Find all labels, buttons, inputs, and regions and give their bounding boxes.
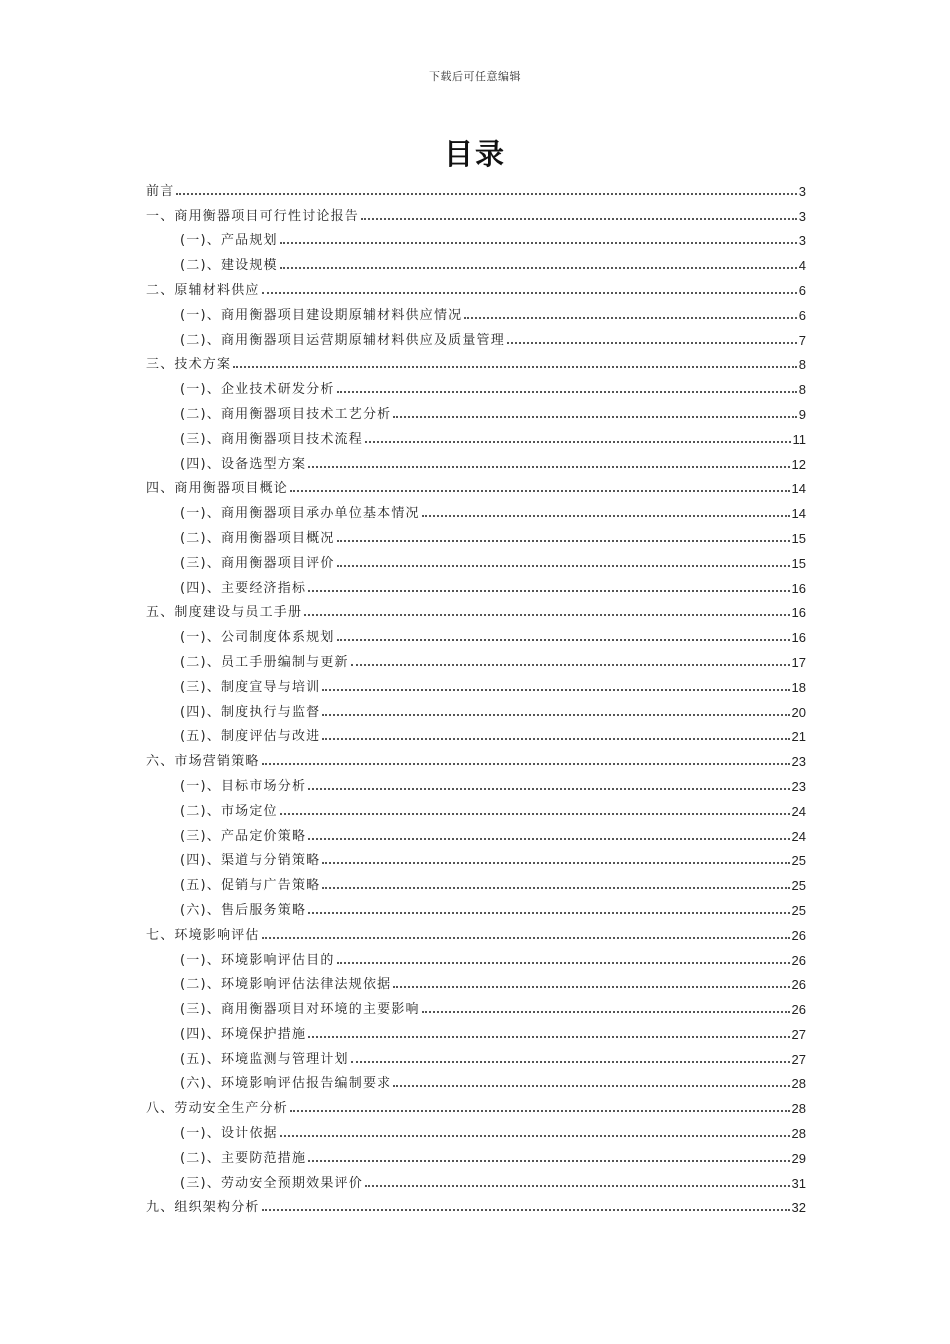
toc-entry[interactable] <box>146 248 806 273</box>
toc-entry-page: 29 <box>791 1150 806 1166</box>
toc-dot-leader <box>393 1085 789 1087</box>
toc-entry[interactable] <box>146 224 806 249</box>
toc-entry-page: 25 <box>791 853 806 869</box>
toc-entry[interactable] <box>146 397 806 422</box>
toc-dot-leader <box>262 763 790 765</box>
toc-dot-leader <box>322 689 789 691</box>
toc-entry-title: (一)、企业技术研发分析 <box>180 382 335 398</box>
toc-dot-leader <box>290 1110 790 1112</box>
toc-entry-page: 14 <box>791 506 806 522</box>
toc-entry-title: 八、劳动安全生产分析 <box>146 1101 289 1117</box>
toc-entry[interactable] <box>146 1042 806 1067</box>
toc-dot-leader <box>280 1135 790 1137</box>
toc-entry[interactable] <box>146 1191 806 1216</box>
toc-dot-leader <box>337 565 790 567</box>
toc-dot-leader <box>308 590 789 592</box>
toc-entry-page: 24 <box>791 803 806 819</box>
table-of-contents <box>146 174 806 1215</box>
toc-dot-leader <box>337 962 790 964</box>
toc-entry-page: 6 <box>798 307 806 323</box>
toc-entry-title: (三)、商用衡器项目技术流程 <box>180 431 363 447</box>
toc-entry-title: 六、市场营销策略 <box>146 754 260 770</box>
toc-dot-leader <box>308 912 789 914</box>
toc-entry-title: (五)、制度评估与改进 <box>180 729 321 745</box>
toc-entry[interactable] <box>146 571 806 596</box>
toc-entry[interactable] <box>146 496 806 521</box>
toc-entry-page: 28 <box>791 1076 806 1092</box>
toc-entry-page: 26 <box>791 927 806 943</box>
toc-entry-page: 23 <box>791 754 806 770</box>
toc-entry[interactable] <box>146 1067 806 1092</box>
toc-dot-leader <box>365 441 791 443</box>
toc-entry-page: 3 <box>798 183 806 199</box>
toc-entry-page: 3 <box>798 233 806 249</box>
toc-entry[interactable] <box>146 868 806 893</box>
toc-entry[interactable] <box>146 372 806 397</box>
toc-entry-page: 16 <box>791 605 806 621</box>
toc-entry-title: (六)、售后服务策略 <box>180 902 307 918</box>
toc-entry[interactable] <box>146 1091 806 1116</box>
toc-entry-page: 26 <box>791 1002 806 1018</box>
toc-entry-page: 16 <box>791 580 806 596</box>
toc-entry[interactable] <box>146 670 806 695</box>
toc-dot-leader <box>507 342 797 344</box>
toc-entry-page: 4 <box>798 258 806 274</box>
toc-entry[interactable] <box>146 422 806 447</box>
header-note: 下载后可任意编辑 <box>429 70 521 83</box>
toc-entry[interactable] <box>146 447 806 472</box>
toc-dot-leader <box>322 887 789 889</box>
toc-dot-leader <box>361 218 797 220</box>
toc-entry-page: 12 <box>791 456 806 472</box>
toc-entry-title: 七、环境影响评估 <box>146 927 260 943</box>
toc-entry-title: (一)、商用衡器项目承办单位基本情况 <box>180 506 420 522</box>
toc-entry[interactable] <box>146 174 806 199</box>
toc-entry-page: 3 <box>798 208 806 224</box>
toc-dot-leader <box>308 466 789 468</box>
toc-entry[interactable] <box>146 744 806 769</box>
toc-entry-title: 一、商用衡器项目可行性讨论报告 <box>146 208 360 224</box>
toc-entry[interactable] <box>146 695 806 720</box>
toc-entry-page: 32 <box>791 1200 806 1216</box>
toc-entry-page: 28 <box>791 1101 806 1117</box>
toc-entry-title: (一)、设计依据 <box>180 1126 278 1142</box>
toc-entry-title: (二)、市场定位 <box>180 803 278 819</box>
toc-dot-leader <box>464 317 796 319</box>
toc-dot-leader <box>280 242 797 244</box>
toc-entry-page: 8 <box>798 382 806 398</box>
toc-entry-title: (二)、建设规模 <box>180 258 278 274</box>
toc-entry-title: (四)、主要经济指标 <box>180 580 307 596</box>
toc-entry[interactable] <box>146 521 806 546</box>
toc-dot-leader <box>365 1185 790 1187</box>
toc-entry[interactable] <box>146 645 806 670</box>
toc-entry-title: (四)、渠道与分销策略 <box>180 853 321 869</box>
toc-dot-leader <box>308 788 789 790</box>
toc-entry[interactable] <box>146 1017 806 1042</box>
toc-dot-leader <box>393 416 796 418</box>
toc-dot-leader <box>393 986 789 988</box>
toc-dot-leader <box>322 714 789 716</box>
toc-entry[interactable] <box>146 720 806 745</box>
toc-dot-leader <box>176 193 796 195</box>
toc-entry-page: 15 <box>791 530 806 546</box>
toc-entry-page: 15 <box>791 555 806 571</box>
toc-entry-title: (三)、商用衡器项目评价 <box>180 555 335 571</box>
toc-entry-page: 20 <box>791 704 806 720</box>
toc-entry-page: 28 <box>791 1126 806 1142</box>
toc-entry-title: (三)、商用衡器项目对环境的主要影响 <box>180 1002 420 1018</box>
toc-entry[interactable] <box>146 596 806 621</box>
toc-dot-leader <box>337 540 790 542</box>
toc-entry[interactable] <box>146 992 806 1017</box>
page-title: 目录 <box>443 137 506 171</box>
toc-entry-page: 23 <box>791 778 806 794</box>
toc-entry[interactable] <box>146 769 806 794</box>
toc-dot-leader <box>308 838 789 840</box>
toc-dot-leader <box>308 1036 789 1038</box>
toc-dot-leader <box>337 391 797 393</box>
toc-entry-title: (二)、商用衡器项目技术工艺分析 <box>180 406 392 422</box>
toc-entry-title: (二)、商用衡器项目运营期原辅材料供应及质量管理 <box>180 332 505 348</box>
toc-entry-page: 26 <box>791 977 806 993</box>
toc-entry[interactable] <box>146 794 806 819</box>
toc-dot-leader <box>233 366 797 368</box>
toc-entry-title: (五)、环境监测与管理计划 <box>180 1051 349 1067</box>
toc-entry[interactable] <box>146 546 806 571</box>
toc-entry-title: (三)、产品定价策略 <box>180 828 307 844</box>
toc-entry-page: 9 <box>798 406 806 422</box>
toc-dot-leader <box>308 1160 789 1162</box>
toc-entry-title: (二)、商用衡器项目概况 <box>180 530 335 546</box>
toc-entry-page: 8 <box>798 357 806 373</box>
toc-entry[interactable] <box>146 918 806 943</box>
toc-entry[interactable] <box>146 472 806 497</box>
toc-entry-title: (一)、目标市场分析 <box>180 778 307 794</box>
toc-entry[interactable] <box>146 620 806 645</box>
toc-entry-title: (四)、设备选型方案 <box>180 456 307 472</box>
toc-entry[interactable] <box>146 273 806 298</box>
toc-entry-page: 14 <box>791 481 806 497</box>
toc-entry-page: 21 <box>791 729 806 745</box>
toc-entry-title: (四)、制度执行与监督 <box>180 704 321 720</box>
toc-entry-page: 31 <box>791 1175 806 1191</box>
toc-entry-title: (五)、促销与广告策略 <box>180 878 321 894</box>
toc-entry-title: (一)、公司制度体系规划 <box>180 630 335 646</box>
toc-entry[interactable] <box>146 1116 806 1141</box>
toc-entry[interactable] <box>146 298 806 323</box>
toc-entry[interactable] <box>146 323 806 348</box>
toc-dot-leader <box>322 862 789 864</box>
toc-entry-title: (一)、商用衡器项目建设期原辅材料供应情况 <box>180 307 463 323</box>
toc-dot-leader <box>262 292 797 294</box>
toc-entry-title: 四、商用衡器项目概论 <box>146 481 289 497</box>
toc-entry-page: 6 <box>798 282 806 298</box>
toc-entry-page: 18 <box>791 679 806 695</box>
toc-dot-leader <box>422 515 790 517</box>
toc-entry-title: (四)、环境保护措施 <box>180 1026 307 1042</box>
toc-entry-page: 27 <box>791 1051 806 1067</box>
toc-dot-leader <box>290 490 790 492</box>
toc-entry-page: 16 <box>791 630 806 646</box>
toc-entry[interactable] <box>146 199 806 224</box>
toc-dot-leader <box>304 614 789 616</box>
toc-entry[interactable] <box>146 943 806 968</box>
toc-entry-title: 前言 <box>146 183 175 199</box>
toc-entry-title: (二)、环境影响评估法律法规依据 <box>180 977 392 993</box>
toc-entry-title: 五、制度建设与员工手册 <box>146 605 303 621</box>
toc-dot-leader <box>262 1209 790 1211</box>
toc-dot-leader <box>262 937 790 939</box>
toc-entry-title: 二、原辅材料供应 <box>146 282 260 298</box>
toc-entry[interactable] <box>146 819 806 844</box>
toc-entry[interactable] <box>146 1166 806 1191</box>
toc-entry-title: 九、组织架构分析 <box>146 1200 260 1216</box>
toc-dot-leader <box>280 267 797 269</box>
toc-entry-page: 27 <box>791 1026 806 1042</box>
toc-entry-page: 25 <box>791 902 806 918</box>
toc-dot-leader <box>351 1061 790 1063</box>
toc-entry-page: 7 <box>798 332 806 348</box>
toc-dot-leader <box>280 813 790 815</box>
toc-entry-page: 24 <box>791 828 806 844</box>
toc-entry[interactable] <box>146 893 806 918</box>
toc-dot-leader <box>422 1011 790 1013</box>
toc-dot-leader <box>351 664 790 666</box>
toc-entry[interactable] <box>146 1141 806 1166</box>
toc-entry-page: 11 <box>792 431 806 447</box>
toc-entry-title: (一)、产品规划 <box>180 233 278 249</box>
toc-entry[interactable] <box>146 348 806 373</box>
toc-entry[interactable] <box>146 968 806 993</box>
toc-entry-page: 17 <box>791 654 806 670</box>
toc-entry-title: (二)、主要防范措施 <box>180 1150 307 1166</box>
toc-entry-title: (三)、劳动安全预期效果评价 <box>180 1175 363 1191</box>
toc-dot-leader <box>322 738 789 740</box>
toc-entry-title: (二)、员工手册编制与更新 <box>180 654 349 670</box>
toc-entry-title: (六)、环境影响评估报告编制要求 <box>180 1076 392 1092</box>
toc-entry[interactable] <box>146 844 806 869</box>
toc-dot-leader <box>337 639 790 641</box>
toc-entry-title: (一)、环境影响评估目的 <box>180 952 335 968</box>
toc-entry-title: (三)、制度宣导与培训 <box>180 679 321 695</box>
toc-entry-page: 25 <box>791 878 806 894</box>
toc-entry-page: 26 <box>791 952 806 968</box>
toc-entry-title: 三、技术方案 <box>146 357 232 373</box>
